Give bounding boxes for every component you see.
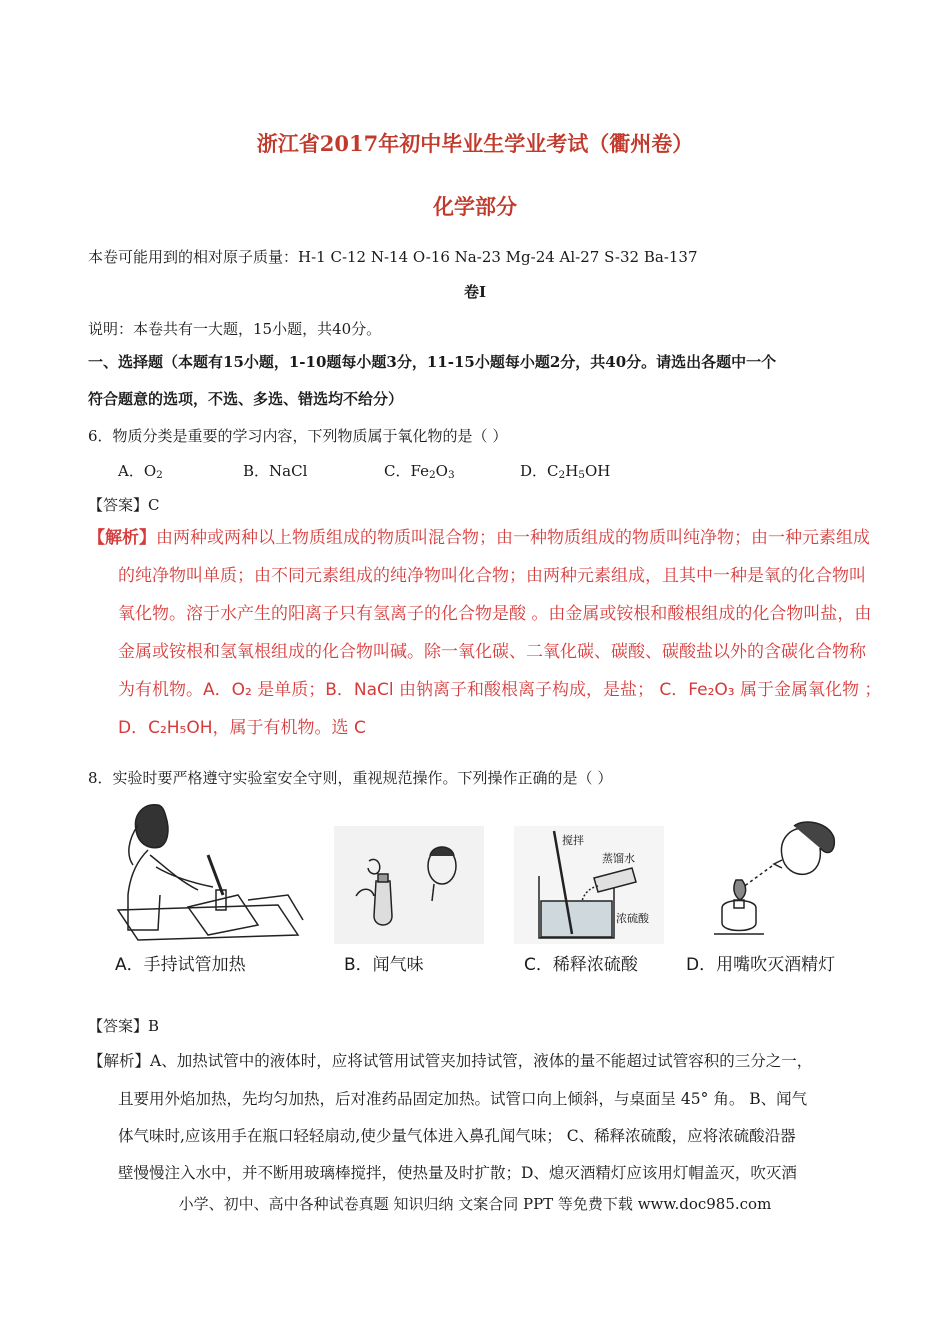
volume-label: 卷Ⅰ <box>463 283 487 301</box>
instructions-note: 说明：本卷共有一大题，15小题，共40分。 <box>88 320 382 338</box>
page-footer: 小学、初中、高中各种试卷真题 知识归纳 文案合同 PPT 等免费下载 www.doc985.com <box>178 1195 772 1213</box>
q6-analysis-line3: 氧化物。溶于水产生的阳离子只有氢离子的化合物是酸 。由金属或铵根和酸根组成的化合物叫盐，由 <box>118 604 872 624</box>
fig-c-label-stir: 搅拌 <box>562 834 584 847</box>
atomic-masses: 本卷可能用到的相对原子质量：H-1 C-12 N-14 O-16 Na-23 Mg-24 Al-27 S-32 Ba-137 <box>88 248 698 266</box>
q6-analysis-line2: 的纯净物叫单质；由不同元素组成的纯净物叫化合物；由两种元素组成，且其中一种是氧的化合物叫 <box>118 566 866 586</box>
q8-analysis-line3: 体气味时,应该用手在瓶口轻轻扇动,使少量气体进入鼻孔闻气味； C、稀释浓硫酸，应将浓硫酸沿器 <box>118 1127 796 1145</box>
q8-analysis-line1: 【解析】A、加热试管中的液体时，应将试管用试管夹加持试管，液体的量不能超过试管容积的三分之一， <box>88 1052 813 1070</box>
figure-b-smelling <box>334 826 484 944</box>
q6-analysis-line4: 金属或铵根和氢氧根组成的化合物叫碱。除一氧化碳、二氧化碳、碳酸、碳酸盐以外的含碳化合物称 <box>118 642 866 662</box>
figure-d-blow-lamp <box>694 818 874 944</box>
section-heading-line1: 一、选择题（本题有15小题，1-10题每小题3分，11-15小题每小题2分，共40分。请选出各题中一个 <box>88 353 777 371</box>
q6-option-d: D．$C_2H_5OH$ <box>520 462 611 481</box>
figure-c-dilute-acid <box>514 826 664 944</box>
figure-d-caption: D．用嘴吹灭酒精灯 <box>686 955 836 975</box>
q8-analysis-line2: 且要用外焰加热，先均匀加热，后对准药品固定加热。试管口向上倾斜，与桌面呈 45° 角。 B、闻气 <box>118 1090 808 1108</box>
figure-a-hand-heating <box>98 795 320 945</box>
q6-analysis-line1: 【解析】由两种或两种以上物质组成的物质叫混合物；由一种物质组成的物质叫纯净物；由一种元素组成 <box>88 528 870 548</box>
q6-analysis-line6: D．C₂H₅OH，属于有机物。选 C <box>118 718 366 738</box>
section-heading-line2: 符合题意的选项，不选、多选、错选均不给分） <box>88 390 404 408</box>
q6-option-b: B．NaCl <box>243 462 308 480</box>
page-title: 浙江省2017年初中毕业生学业考试（衢州卷） <box>256 131 694 156</box>
q6-answer: 【答案】C <box>88 496 160 514</box>
q8-answer: 【答案】B <box>88 1017 160 1035</box>
figure-c-caption: C．稀释浓硫酸 <box>524 955 638 975</box>
q6-option-c: C．$Fe_2O_3$ <box>384 462 455 481</box>
figure-a-caption: A．手持试管加热 <box>115 955 246 975</box>
q8-stem: 8．实验时要严格遵守实验室安全守则，重视规范操作。下列操作正确的是（ ） <box>88 769 613 787</box>
figure-b-caption: B．闻气味 <box>344 955 424 975</box>
fig-c-label-water: 蒸馏水 <box>602 852 635 865</box>
q8-analysis-line4: 壁慢慢注入水中，并不断用玻璃棒搅拌，使热量及时扩散；D、熄灭酒精灯应该用灯帽盖灭，吹灭酒 <box>118 1164 797 1182</box>
q6-option-a: A．$O_2$ <box>118 462 163 481</box>
fig-c-label-acid: 浓硫酸 <box>616 912 649 925</box>
q6-stem: 6．物质分类是重要的学习内容，下列物质属于氧化物的是（ ） <box>88 427 508 445</box>
q6-analysis-line5: 为有机物。A．O₂ 是单质；B．NaCl 由钠离子和酸根离子构成，是盐； C．Fe₂O₃ 属于金属氧化物 ； <box>118 680 882 700</box>
page-subtitle: 化学部分 <box>433 194 517 219</box>
